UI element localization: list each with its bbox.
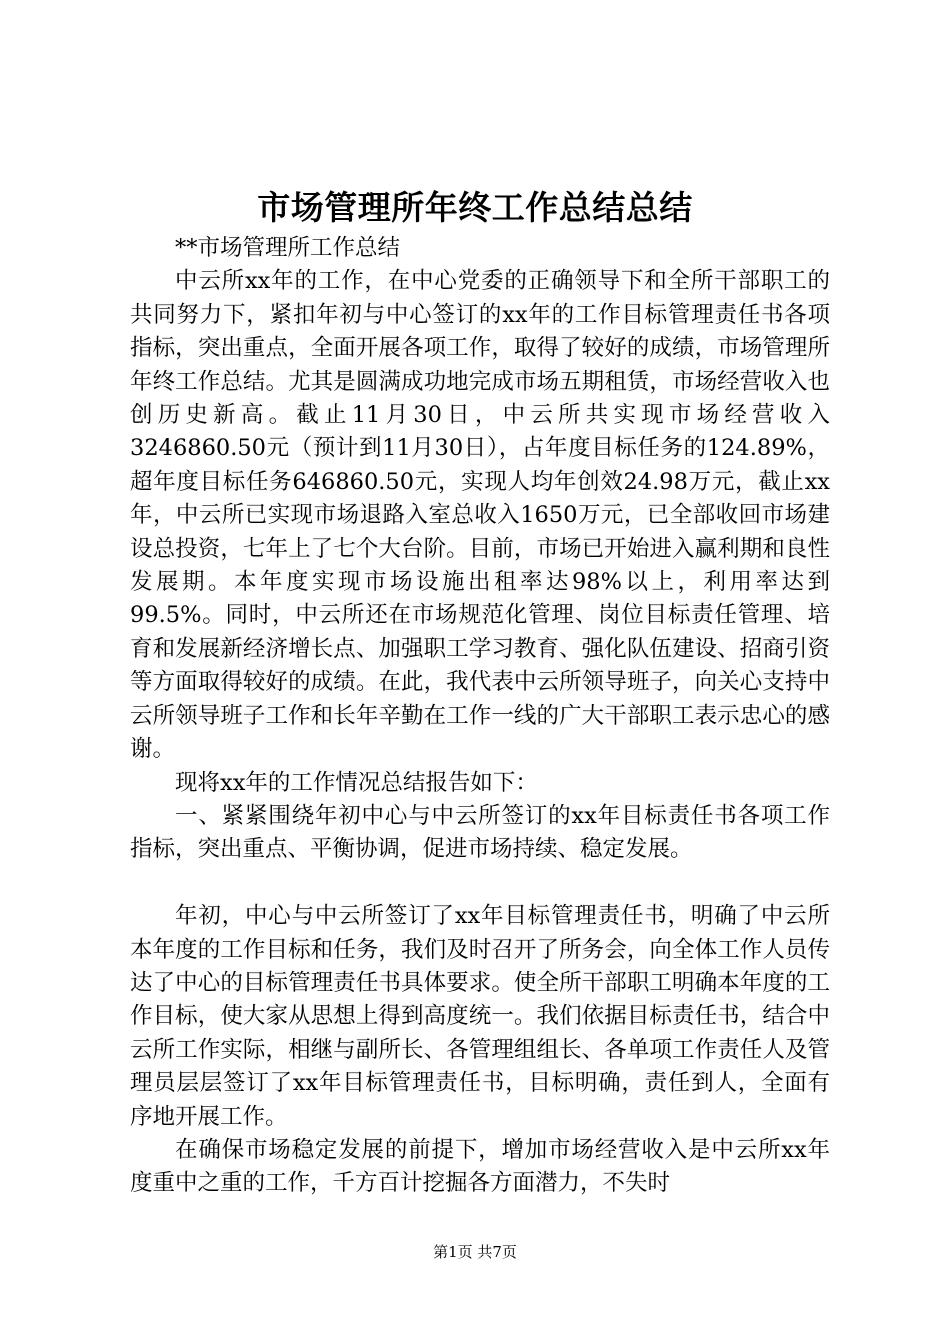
paragraph-revenue-increase: 在确保市场稳定发展的前提下，增加市场经营收入是中云所xx年度重中之重的工作，千方百计挖掘各方面潜力，不失时	[130, 1136, 830, 1197]
document-title: 市场管理所年终工作总结总结	[257, 188, 693, 227]
document-body	[130, 232, 830, 1201]
paragraph-intro: 中云所xx年的工作，在中心党委的正确领导下和全所干部职工的共同努力下，紧扣年初与中心签订的xx年的工作目标管理责任书各项指标，突出重点，全面开展各项工作，取得了较好的成绩，市场管理所年终工作总结。尤其是圆满成功地完成市场五期租赁，市场经营收入也创历史新高。截止11月30日，中云所共实现市场经营收入3246860.50元（预计到11月30日），占年度目标任务的124.89%，超年度目标任务646860.50元，实现人均年创效24.98万元，截止xx年，中云所已实现市场退路入室总收入1650万元，已全部收回市场建设总投资，七年上了七个大台阶。目前，市场已开始进入赢利期和良性发展期。本年度实现市场设施出租率达98%以上，利用率达到99.5%。同时，中云所还在市场规范化管理、岗位目标责任管理、培育和发展新经济增长点、加强职工学习教育、强化队伍建设、招商引资等方面取得较好的成绩。在此，我代表中云所领导班子，向关心支持中云所领导班子工作和长年辛勤在工作一线的广大干部职工表示忠心的感谢。	[130, 268, 830, 763]
paragraph-target-responsibility: 年初，中心与中云所签订了xx年目标管理责任书，明确了中云所本年度的工作目标和任务，我们及时召开了所务会，向全体工作人员传达了中心的目标管理责任书具体要求。使全所干部职工明确本年度的工作目标，使大家从思想上得到高度统一。我们依据目标责任书，结合中云所工作实际，相继与副所长、各管理组组长、各单项工作责任人及管理员层层签订了xx年目标管理责任书，目标明确，责任到人，全面有序地开展工作。	[130, 903, 830, 1130]
paragraph-subtitle: **市场管理所工作总结	[175, 235, 401, 261]
paragraph-section-one-heading: 一、紧紧围绕年初中心与中云所签订的xx年目标责任书各项工作指标，突出重点、平衡协调，促进市场持续、稳定发展。	[130, 802, 830, 863]
page-number-footer: 第1页 共7页	[433, 1243, 517, 1261]
paragraph-report-lead: 现将xx年的工作情况总结报告如下：	[175, 769, 538, 796]
